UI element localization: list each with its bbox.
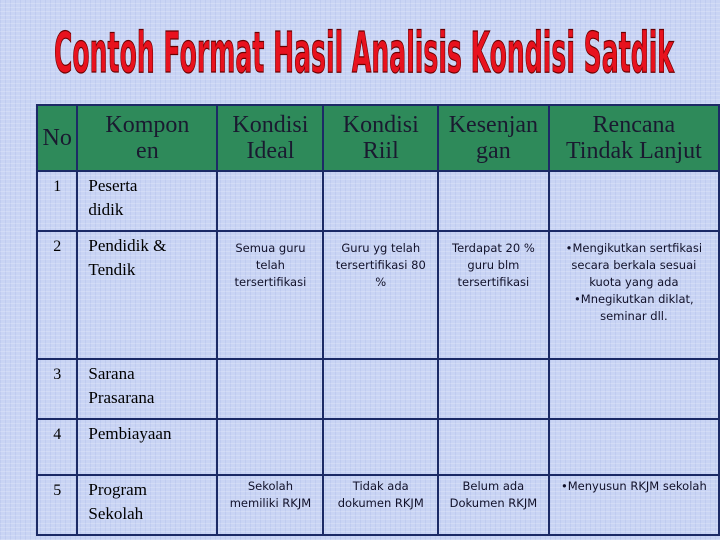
table-row	[37, 419, 719, 475]
header-kondisi-ideal: Kondisi Ideal	[217, 105, 323, 171]
page-title-text: Contoh Format Hasil Analisis Kondisi Satdik	[54, 21, 675, 84]
row-riil	[323, 359, 438, 419]
row-komponen: Pembiayaan	[77, 419, 217, 475]
table-header-row	[37, 105, 719, 171]
row-kesenjangan: Terdapat 20 % guru blm tersertifikasi	[438, 231, 549, 359]
table-row	[37, 475, 719, 535]
page-title	[0, 14, 720, 84]
header-komponen: Kompon en	[77, 105, 217, 171]
row-rencana: •Menyusun RKJM sekolah	[549, 475, 719, 535]
row-komponen: Sarana Prasarana	[77, 359, 217, 419]
row-ideal	[217, 171, 323, 231]
row-riil	[323, 171, 438, 231]
row-riil: Tidak ada dokumen RKJM	[323, 475, 438, 535]
row-rencana	[549, 419, 719, 475]
analysis-table	[36, 104, 720, 536]
row-riil	[323, 419, 438, 475]
row-riil: Guru yg telah tersertifikasi 80 %	[323, 231, 438, 359]
header-kondisi-riil: Kondisi Riil	[323, 105, 438, 171]
row-rencana	[549, 359, 719, 419]
row-kesenjangan	[438, 171, 549, 231]
row-no: 3	[37, 359, 77, 419]
row-no: 4	[37, 419, 77, 475]
row-komponen: Peserta didik	[77, 171, 217, 231]
header-kesenjangan: Kesenjan gan	[438, 105, 549, 171]
row-kesenjangan	[438, 359, 549, 419]
row-komponen: Program Sekolah	[77, 475, 217, 535]
header-no: No	[37, 105, 77, 171]
row-rencana	[549, 171, 719, 231]
row-ideal	[217, 419, 323, 475]
row-no: 1	[37, 171, 77, 231]
row-kesenjangan: Belum ada Dokumen RKJM	[438, 475, 549, 535]
row-no: 2	[37, 231, 77, 359]
row-rencana: •Mengikutkan sertfikasi secara berkala sesuai kuota yang ada •Mnegikutkan diklat, seminar dll.	[549, 231, 719, 359]
row-ideal: Semua guru telah tersertifikasi	[217, 231, 323, 359]
row-ideal: Sekolah memiliki RKJM	[217, 475, 323, 535]
header-rencana: Rencana Tindak Lanjut	[549, 105, 719, 171]
table-row	[37, 171, 719, 231]
row-no: 5	[37, 475, 77, 535]
row-ideal	[217, 359, 323, 419]
row-komponen: Pendidik & Tendik	[77, 231, 217, 359]
table-row	[37, 359, 719, 419]
table-row	[37, 231, 719, 359]
row-kesenjangan	[438, 419, 549, 475]
